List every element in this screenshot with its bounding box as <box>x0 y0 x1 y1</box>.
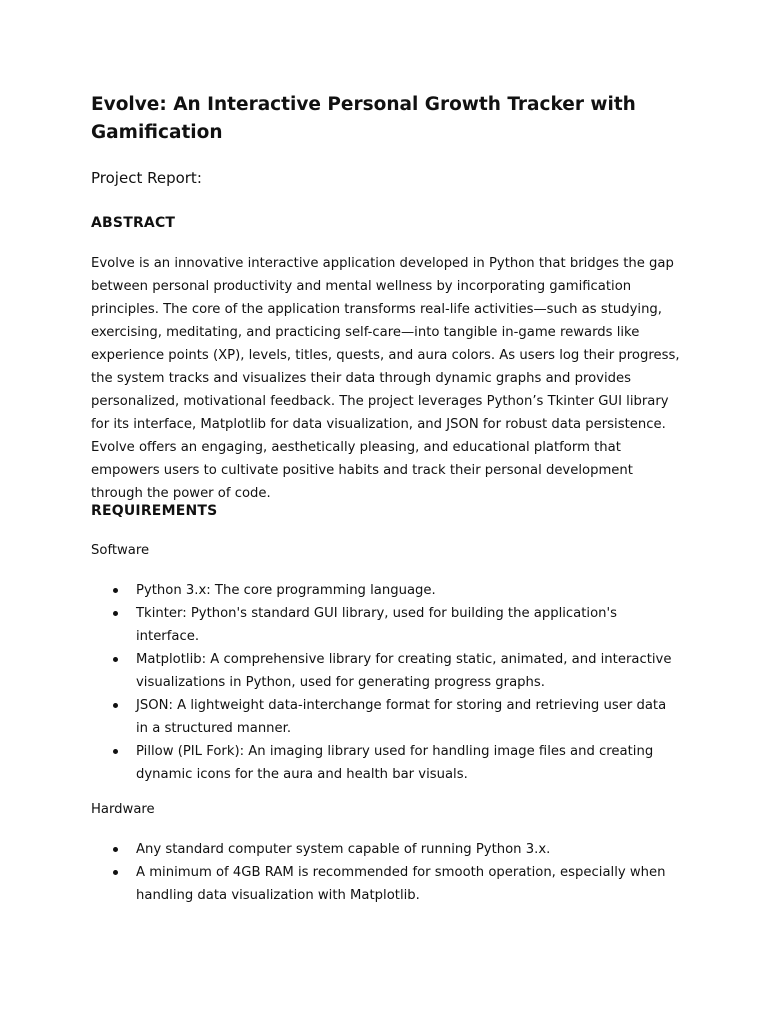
list-item <box>91 838 676 861</box>
bullet-icon <box>113 703 118 708</box>
bullet-icon <box>113 749 118 754</box>
list-item <box>91 648 676 694</box>
bullet-icon <box>113 588 118 593</box>
bullet-icon <box>113 847 118 852</box>
list-item-text: JSON: A lightweight data-interchange format for storing and retrieving user data in a structured manner. <box>136 698 667 736</box>
requirements-heading: REQUIREMENTS <box>91 503 218 519</box>
abstract-paragraph: Evolve is an innovative interactive application developed in Python that bridges the gap between personal productivity and mental wellness by incorporating gamification principles. The core of the application transforms real-life activities—such as studying, exercising, meditating, and practicing self-care—into tangible in-game rewards like experience points (XP), levels, titles, quests, and aura colors. As users log their progress, the system tracks and visualizes their data through dynamic graphs and provides personalized, motivational feedback. The project leverages Python’s Tkinter GUI library for its interface, Matplotlib for data visualization, and JSON for robust data persistence. Evolve offers an engaging, aesthetically pleasing, and educational platform that empowers users to cultivate positive habits and track their personal development through the power of code. <box>91 256 680 501</box>
list-item <box>91 694 676 740</box>
list-item <box>91 602 676 648</box>
hardware-list <box>91 838 691 907</box>
list-item-text: A minimum of 4GB RAM is recommended for smooth operation, especially when handling data visualization with Matplotlib. <box>136 865 666 903</box>
bullet-icon <box>113 611 118 616</box>
list-item-text: Tkinter: Python's standard GUI library, used for building the application's interface. <box>136 606 617 644</box>
document-title: Evolve: An Interactive Personal Growth Tracker with Gamification <box>91 94 636 143</box>
list-item <box>91 861 676 907</box>
software-label: Software <box>91 543 150 558</box>
bullet-icon <box>113 657 118 662</box>
abstract-heading: ABSTRACT <box>91 215 176 231</box>
list-item-text: Matplotlib: A comprehensive library for creating static, animated, and interactive visualizations in Python, used for generating progress graphs. <box>136 652 672 690</box>
list-item-text: Pillow (PIL Fork): An imaging library used for handling image files and creating dynamic icons for the aura and health bar visuals. <box>136 744 654 782</box>
document-subtitle: Project Report: <box>91 169 202 187</box>
software-list <box>91 579 691 786</box>
hardware-label: Hardware <box>91 802 155 817</box>
bullet-icon <box>113 870 118 875</box>
list-item-text: Python 3.x: The core programming language. <box>136 583 436 598</box>
list-item-text: Any standard computer system capable of running Python 3.x. <box>136 842 551 857</box>
list-item <box>91 579 676 602</box>
list-item <box>91 740 676 786</box>
